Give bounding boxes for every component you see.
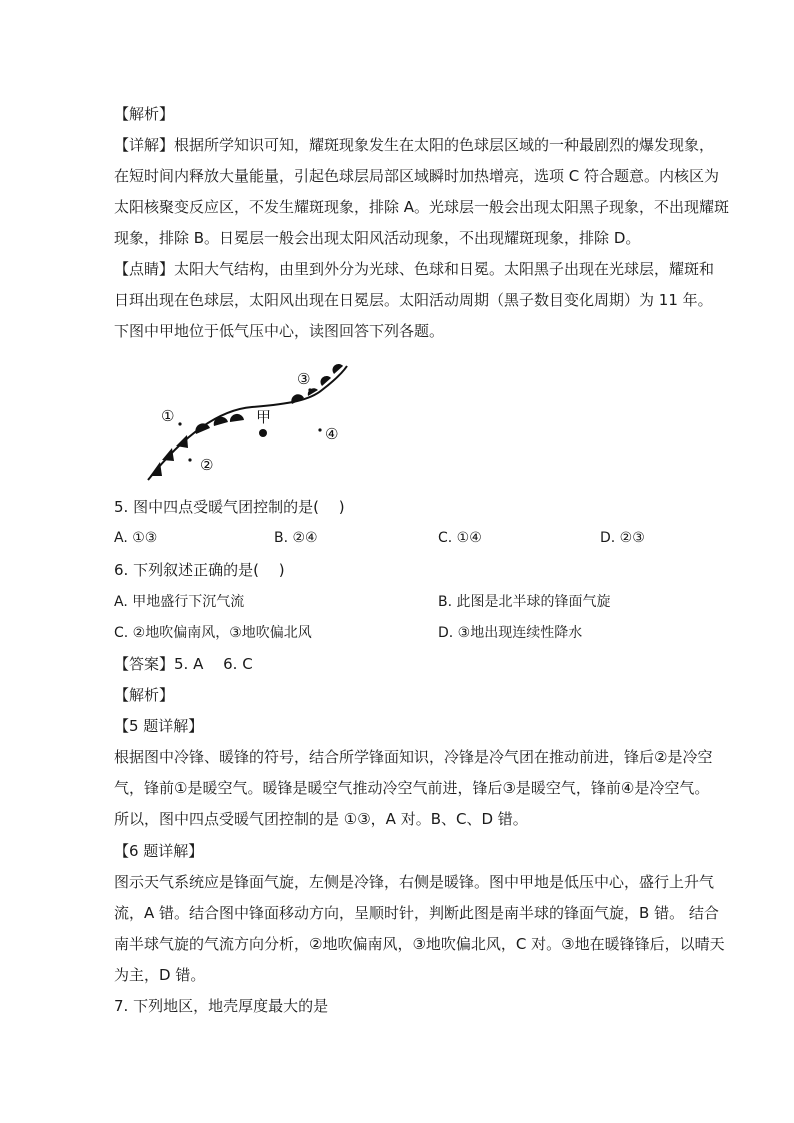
point-dot — [188, 458, 191, 461]
front-diagram — [140, 362, 360, 487]
detail-line: 现象，排除 B。日冕层一般会出现太阳风活动现象，不出现耀斑现象，排除 D。 — [114, 229, 641, 247]
point-label-4: ④ — [325, 425, 339, 443]
q5-option-a: A. ①③ — [114, 530, 158, 546]
q6-detail-line: 南半球气旋的气流方向分析，②地吹偏南风，③地吹偏北风，C 对。③地在暖锋锋后，以晴天 — [114, 935, 725, 953]
q5-option-d: D. ②③ — [600, 530, 645, 546]
q6-detail-line: 图示天气系统应是锋面气旋，左侧是冷锋，右侧是暖锋。图中甲地是低压中心，盛行上升气 — [114, 873, 715, 891]
q5-option-c: C. ①④ — [438, 530, 482, 546]
comment-line: 【点睛】太阳大气结构，由里到外分为光球、色球和日冕。太阳黑子出现在光球层，耀斑和 — [114, 260, 715, 278]
point-dot — [178, 422, 181, 425]
q5-detail-line: 根据图中冷锋、暖锋的符号，结合所学锋面知识，冷锋是冷气团在推动前进，锋后②是冷空 — [114, 748, 713, 766]
q5-detail-line: 所以，图中四点受暖气团控制的是 ①③，A 对。B、C、D 错。 — [114, 810, 528, 828]
center-label: 甲 — [256, 408, 272, 426]
q6-detail-line: 为主，D 错。 — [114, 966, 206, 984]
q5-detail-heading: 【5 题详解】 — [114, 717, 204, 735]
q6-detail-heading: 【6 题详解】 — [114, 842, 204, 860]
detail-line: 【详解】根据所学知识可知，耀斑现象发生在太阳的色球层区域的一种最剧烈的爆发现象， — [114, 136, 715, 154]
warm-front-semicircle — [195, 423, 210, 434]
answer-line: 【答案】5. A 6. C — [114, 655, 253, 673]
question-7-stem: 7. 下列地区，地壳厚度最大的是 — [114, 997, 329, 1015]
point-label-3: ③ — [297, 370, 311, 388]
q5-option-b: B. ②④ — [274, 530, 318, 546]
q6-option-c: C. ②地吹偏南风，③地吹偏北风 — [114, 625, 312, 641]
question-6-stem: 6. 下列叙述正确的是( ) — [114, 561, 285, 579]
detail-line: 在短时间内释放大量能量，引起色球层局部区域瞬时加热增亮，选项 C 符合题意。内核区为 — [114, 167, 720, 185]
question-intro: 下图中甲地位于低气压中心，读图回答下列各题。 — [114, 322, 445, 340]
q6-option-b: B. 此图是北半球的锋面气旋 — [438, 594, 611, 610]
cold-front-triangle — [162, 448, 174, 461]
warm-front-semicircle — [230, 414, 244, 422]
analysis-heading-2: 【解析】 — [114, 686, 175, 704]
cold-front-triangle — [150, 462, 162, 476]
comment-line: 日珥出现在色球层，太阳风出现在日冕层。太阳活动周期（黑子数目变化周期）为 11 年。 — [114, 291, 713, 309]
point-label-2: ② — [200, 456, 214, 474]
point-dot — [308, 388, 311, 391]
analysis-heading: 【解析】 — [114, 105, 175, 123]
front-line — [148, 366, 347, 480]
point-label-1: ① — [161, 407, 175, 425]
q6-option-a: A. 甲地盛行下沉气流 — [114, 594, 245, 610]
detail-line: 太阳核聚变反应区，不发生耀斑现象，排除 A。光球层一般会出现太阳黑子现象，不出现耀斑 — [114, 198, 730, 216]
q6-option-d: D. ③地出现连续性降水 — [438, 625, 583, 641]
cold-front-triangle — [176, 435, 188, 448]
question-5-stem: 5. 图中四点受暖气团控制的是( ) — [114, 498, 345, 516]
point-dot — [318, 428, 321, 431]
q5-detail-line: 气，锋前①是暖空气。暖锋是暖空气推动冷空气前进，锋后③是暖空气，锋前④是冷空气。 — [114, 779, 710, 797]
low-pressure-center — [259, 429, 267, 437]
q6-detail-line: 流，A 错。结合图中锋面移动方向，呈顺时针，判断此图是南半球的锋面气旋，B 错。 结合 — [114, 904, 719, 922]
